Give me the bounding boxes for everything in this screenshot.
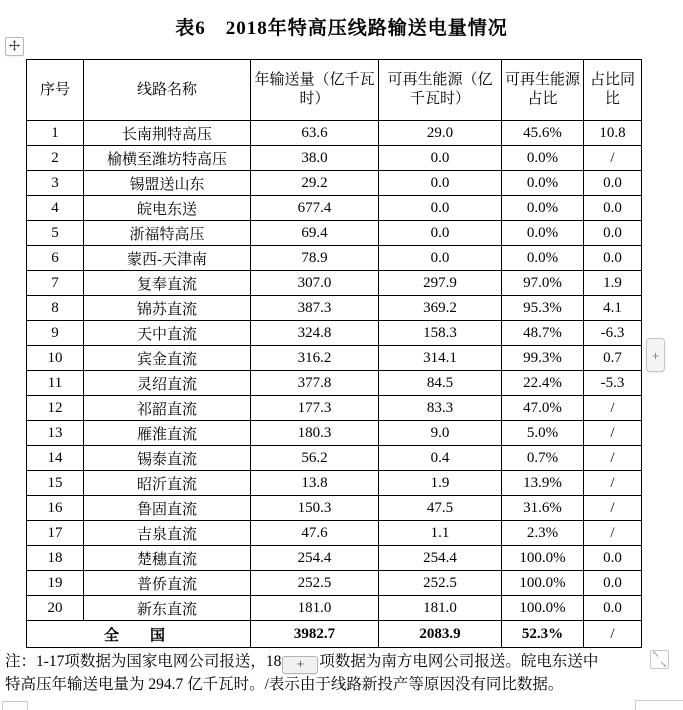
cell-index: 15 xyxy=(27,471,84,496)
cell-renewable-energy: 254.4 xyxy=(379,546,502,571)
cell-annual-volume: 377.8 xyxy=(251,371,379,396)
table-row xyxy=(27,571,642,596)
cell-share-yoy: 0.0 xyxy=(584,246,642,271)
arrow-down-right-icon: ↘ xyxy=(659,659,667,669)
col-header-renewable-energy: 可再生能源（亿千瓦时） xyxy=(379,60,502,121)
total-annual-cell: 3982.7 xyxy=(251,621,379,648)
cell-index: 17 xyxy=(27,521,84,546)
bottom-right-cutoff-button[interactable] xyxy=(635,700,683,710)
cell-share-yoy: / xyxy=(584,146,642,171)
cell-index: 11 xyxy=(27,371,84,396)
table-body xyxy=(27,121,642,621)
cell-share-yoy: 0.7 xyxy=(584,346,642,371)
footnote-line-1 xyxy=(5,651,665,674)
cell-line-name: 皖电东送 xyxy=(84,196,251,221)
table-row xyxy=(27,421,642,446)
cell-line-name: 浙福特高压 xyxy=(84,221,251,246)
table-row xyxy=(27,446,642,471)
cell-share-yoy: / xyxy=(584,446,642,471)
cell-share-yoy: -5.3 xyxy=(584,371,642,396)
cell-annual-volume: 150.3 xyxy=(251,496,379,521)
cell-annual-volume: 324.8 xyxy=(251,321,379,346)
table-row xyxy=(27,221,642,246)
cell-renewable-share: 5.0% xyxy=(502,421,584,446)
cell-index: 16 xyxy=(27,496,84,521)
table-row xyxy=(27,171,642,196)
table-move-handle-button[interactable] xyxy=(5,37,24,56)
cell-renewable-energy: 0.0 xyxy=(379,171,502,196)
cell-share-yoy: 1.9 xyxy=(584,271,642,296)
cell-annual-volume: 177.3 xyxy=(251,396,379,421)
cell-line-name: 锦苏直流 xyxy=(84,296,251,321)
cell-renewable-energy: 0.0 xyxy=(379,196,502,221)
cell-annual-volume: 387.3 xyxy=(251,296,379,321)
cell-line-name: 昭沂直流 xyxy=(84,471,251,496)
cell-renewable-energy: 29.0 xyxy=(379,121,502,146)
header-row xyxy=(27,60,642,121)
total-share-cell: 52.3% xyxy=(502,621,584,648)
table-row xyxy=(27,371,642,396)
cell-renewable-energy: 252.5 xyxy=(379,571,502,596)
cell-annual-volume: 56.2 xyxy=(251,446,379,471)
cell-share-yoy: / xyxy=(584,421,642,446)
cell-index: 8 xyxy=(27,296,84,321)
cell-renewable-share: 2.3% xyxy=(502,521,584,546)
col-header-index: 序号 xyxy=(27,60,84,121)
cell-index: 3 xyxy=(27,171,84,196)
plus-icon: + xyxy=(651,347,660,363)
cell-line-name: 祁韶直流 xyxy=(84,396,251,421)
cell-annual-volume: 252.5 xyxy=(251,571,379,596)
cell-renewable-share: 0.0% xyxy=(502,146,584,171)
cell-line-name: 复奉直流 xyxy=(84,271,251,296)
table-row xyxy=(27,496,642,521)
cell-renewable-share: 100.0% xyxy=(502,596,584,621)
total-label-cell: 全 国 xyxy=(27,621,251,648)
cell-annual-volume: 78.9 xyxy=(251,246,379,271)
cell-share-yoy: 0.0 xyxy=(584,196,642,221)
cell-line-name: 蒙西-天津南 xyxy=(84,246,251,271)
table-row xyxy=(27,246,642,271)
cell-renewable-energy: 84.5 xyxy=(379,371,502,396)
cell-renewable-share: 0.7% xyxy=(502,446,584,471)
cell-index: 1 xyxy=(27,121,84,146)
move-icon xyxy=(9,38,20,56)
cell-renewable-energy: 0.4 xyxy=(379,446,502,471)
cell-line-name: 长南荆特高压 xyxy=(84,121,251,146)
table-row xyxy=(27,271,642,296)
cell-line-name: 榆横至潍坊特高压 xyxy=(84,146,251,171)
cell-share-yoy: 0.0 xyxy=(584,571,642,596)
cell-renewable-share: 48.7% xyxy=(502,321,584,346)
cell-share-yoy: / xyxy=(584,471,642,496)
cell-line-name: 鲁固直流 xyxy=(84,496,251,521)
cell-line-name: 雁淮直流 xyxy=(84,421,251,446)
cell-renewable-share: 0.0% xyxy=(502,221,584,246)
total-yoy-cell: / xyxy=(584,621,642,648)
cell-annual-volume: 180.3 xyxy=(251,421,379,446)
cell-renewable-energy: 369.2 xyxy=(379,296,502,321)
cell-index: 18 xyxy=(27,546,84,571)
cell-index: 7 xyxy=(27,271,84,296)
cell-annual-volume: 254.4 xyxy=(251,546,379,571)
cell-index: 5 xyxy=(27,221,84,246)
bottom-left-cutoff-button[interactable] xyxy=(2,701,28,710)
footnote-text-before: 注：1-17项数据为国家电网公司报送，18 xyxy=(5,653,282,670)
cell-index: 13 xyxy=(27,421,84,446)
cell-renewable-share: 0.0% xyxy=(502,196,584,221)
col-header-renewable-share: 可再生能源占比 xyxy=(502,60,584,121)
table-row xyxy=(27,471,642,496)
cell-annual-volume: 677.4 xyxy=(251,196,379,221)
cell-line-name: 锡盟送山东 xyxy=(84,171,251,196)
cell-annual-volume: 69.4 xyxy=(251,221,379,246)
cell-renewable-energy: 0.0 xyxy=(379,221,502,246)
table-row xyxy=(27,596,642,621)
cell-index: 19 xyxy=(27,571,84,596)
table-row xyxy=(27,146,642,171)
cell-renewable-share: 0.0% xyxy=(502,171,584,196)
cell-annual-volume: 29.2 xyxy=(251,171,379,196)
cell-share-yoy: / xyxy=(584,521,642,546)
cell-line-name: 新东直流 xyxy=(84,596,251,621)
cell-share-yoy: 4.1 xyxy=(584,296,642,321)
table-resize-handle-button[interactable] xyxy=(650,650,669,669)
cell-renewable-share: 22.4% xyxy=(502,371,584,396)
table-row xyxy=(27,346,642,371)
inline-plus-button[interactable] xyxy=(282,656,318,674)
cell-annual-volume: 316.2 xyxy=(251,346,379,371)
cell-share-yoy: 0.0 xyxy=(584,221,642,246)
cell-annual-volume: 47.6 xyxy=(251,521,379,546)
cell-renewable-share: 0.0% xyxy=(502,246,584,271)
cell-index: 9 xyxy=(27,321,84,346)
cell-annual-volume: 307.0 xyxy=(251,271,379,296)
cell-renewable-share: 47.0% xyxy=(502,396,584,421)
cell-share-yoy: 0.0 xyxy=(584,596,642,621)
cell-line-name: 天中直流 xyxy=(84,321,251,346)
total-renewable-cell: 2083.9 xyxy=(379,621,502,648)
cell-renewable-energy: 181.0 xyxy=(379,596,502,621)
table-row xyxy=(27,196,642,221)
cell-line-name: 普侨直流 xyxy=(84,571,251,596)
cell-index: 20 xyxy=(27,596,84,621)
table-row xyxy=(27,296,642,321)
table-row xyxy=(27,321,642,346)
cell-renewable-share: 99.3% xyxy=(502,346,584,371)
col-header-annual-volume: 年输送量（亿千瓦时） xyxy=(251,60,379,121)
cell-renewable-share: 95.3% xyxy=(502,296,584,321)
insert-row-plus-button[interactable] xyxy=(646,338,665,372)
cell-line-name: 锡泰直流 xyxy=(84,446,251,471)
cell-index: 2 xyxy=(27,146,84,171)
cell-renewable-energy: 83.3 xyxy=(379,396,502,421)
cell-renewable-share: 31.6% xyxy=(502,496,584,521)
cell-annual-volume: 38.0 xyxy=(251,146,379,171)
table-row xyxy=(27,521,642,546)
cell-renewable-energy: 158.3 xyxy=(379,321,502,346)
cell-annual-volume: 13.8 xyxy=(251,471,379,496)
cell-line-name: 楚穗直流 xyxy=(84,546,251,571)
cell-annual-volume: 181.0 xyxy=(251,596,379,621)
cell-line-name: 宾金直流 xyxy=(84,346,251,371)
cell-renewable-energy: 9.0 xyxy=(379,421,502,446)
cell-index: 12 xyxy=(27,396,84,421)
cell-index: 14 xyxy=(27,446,84,471)
cell-line-name: 吉泉直流 xyxy=(84,521,251,546)
cell-renewable-energy: 297.9 xyxy=(379,271,502,296)
cell-renewable-energy: 0.0 xyxy=(379,146,502,171)
cell-renewable-energy: 47.5 xyxy=(379,496,502,521)
table-row xyxy=(27,546,642,571)
cell-renewable-energy: 1.1 xyxy=(379,521,502,546)
total-row xyxy=(27,621,642,648)
cell-share-yoy: / xyxy=(584,496,642,521)
uhv-transmission-table xyxy=(26,59,642,648)
cell-renewable-share: 100.0% xyxy=(502,571,584,596)
cell-index: 6 xyxy=(27,246,84,271)
cell-renewable-share: 45.6% xyxy=(502,121,584,146)
cell-share-yoy: / xyxy=(584,396,642,421)
cell-share-yoy: -6.3 xyxy=(584,321,642,346)
col-header-share-yoy: 占比同比 xyxy=(584,60,642,121)
table-caption: 表6 2018年特高压线路输送电量情况 xyxy=(175,18,508,39)
cell-index: 10 xyxy=(27,346,84,371)
table-row xyxy=(27,396,642,421)
cell-renewable-energy: 0.0 xyxy=(379,246,502,271)
footnote-text-after: 项数据为南方电网公司报送。皖电东送中 xyxy=(319,653,599,670)
cell-index: 4 xyxy=(27,196,84,221)
plus-icon: + xyxy=(296,656,305,671)
col-header-line-name: 线路名称 xyxy=(84,60,251,121)
footnote-line-2: 特高压年输送电量为 294.7 亿千瓦时。/表示由于线路新投产等原因没有同比数据。 xyxy=(5,676,564,693)
cell-annual-volume: 63.6 xyxy=(251,121,379,146)
cell-renewable-share: 97.0% xyxy=(502,271,584,296)
cell-renewable-energy: 314.1 xyxy=(379,346,502,371)
cell-share-yoy: 0.0 xyxy=(584,171,642,196)
cell-renewable-energy: 1.9 xyxy=(379,471,502,496)
cell-renewable-share: 13.9% xyxy=(502,471,584,496)
table-footnote xyxy=(5,651,665,696)
cell-share-yoy: 10.8 xyxy=(584,121,642,146)
cell-share-yoy: 0.0 xyxy=(584,546,642,571)
cell-renewable-share: 100.0% xyxy=(502,546,584,571)
arrow-up-left-icon: ↖ xyxy=(652,649,660,659)
table-row xyxy=(27,121,642,146)
cell-line-name: 灵绍直流 xyxy=(84,371,251,396)
